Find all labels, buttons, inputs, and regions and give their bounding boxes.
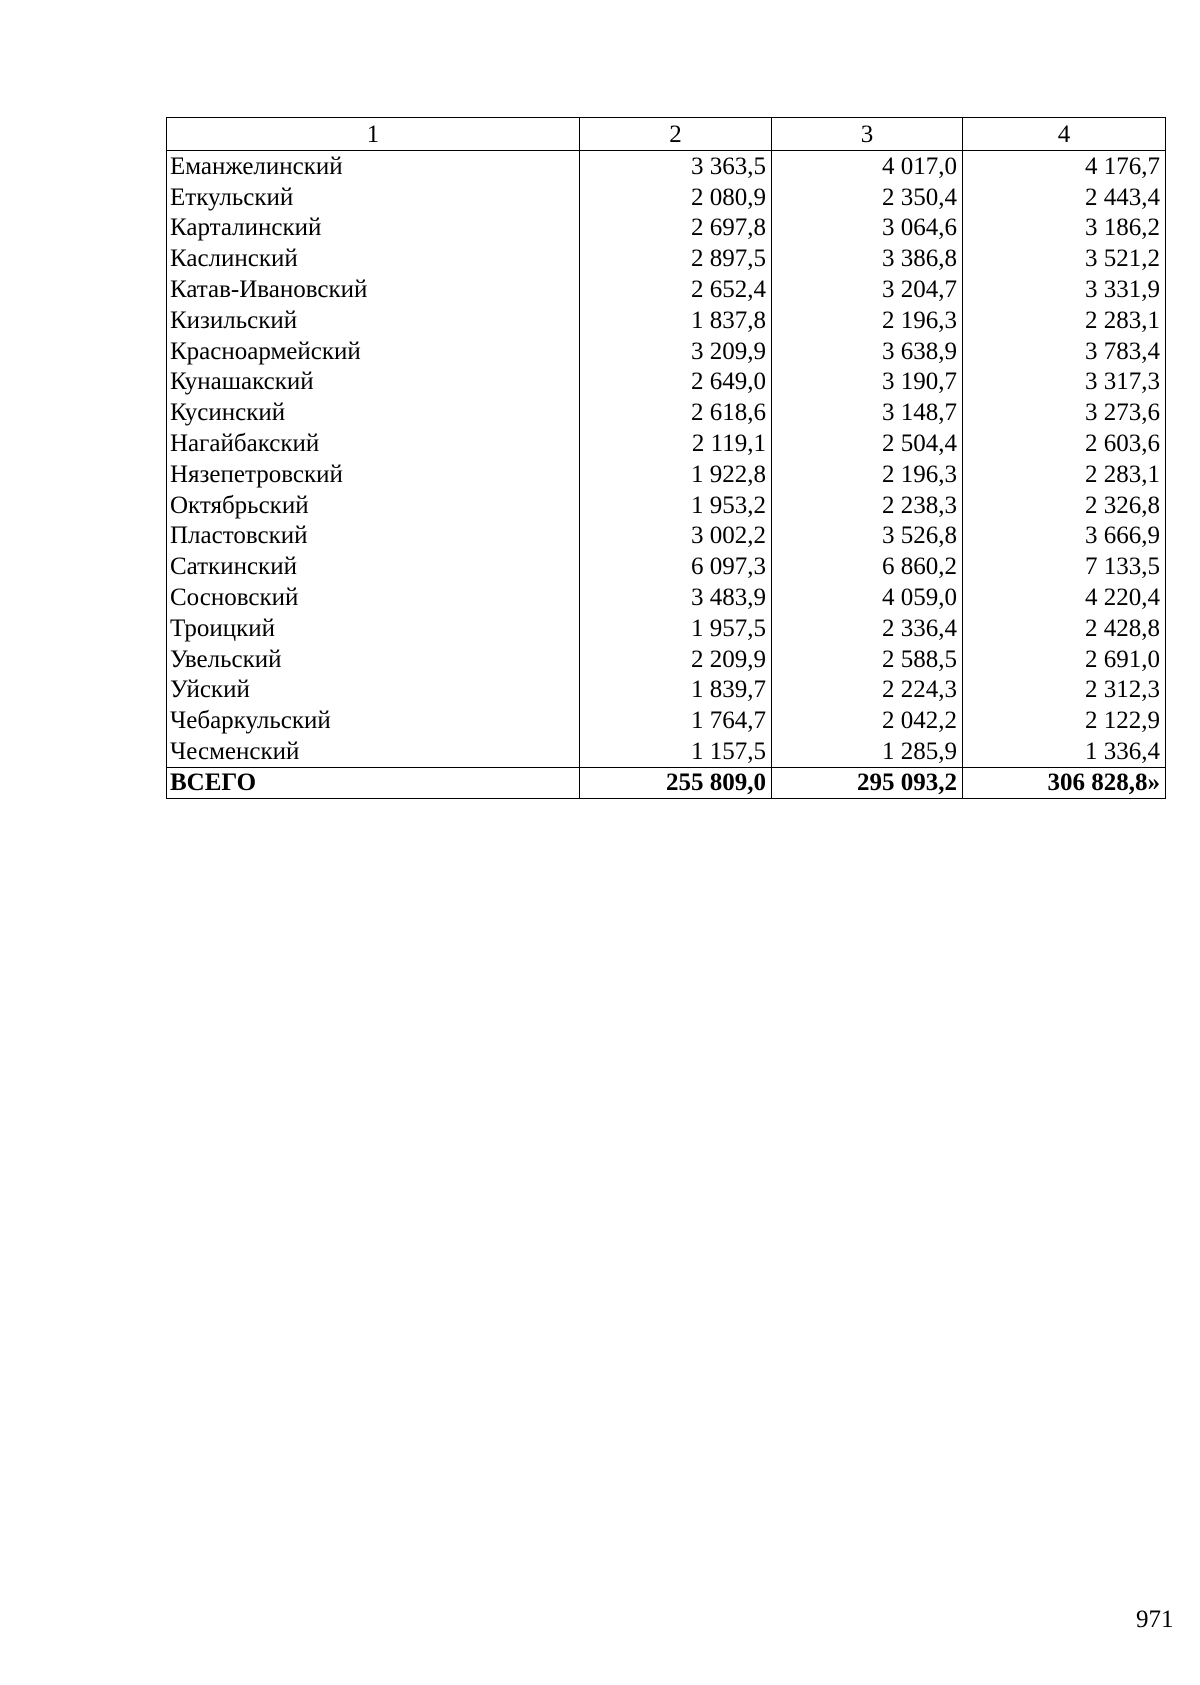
value-col4-cell: 2 326,8 — [963, 490, 1166, 521]
table-row — [167, 675, 1166, 706]
value-col2-cell: 3 002,2 — [580, 521, 772, 552]
value-col3-cell: 3 526,8 — [772, 521, 963, 552]
header-cell-2: 2 — [580, 118, 772, 151]
value-col2-cell: 1 157,5 — [580, 736, 772, 767]
district-name-cell: Сосновский — [167, 582, 580, 613]
header-cell-3: 3 — [772, 118, 963, 151]
table-row — [167, 490, 1166, 521]
value-col3-cell: 2 350,4 — [772, 182, 963, 213]
value-col2-cell: 1 764,7 — [580, 705, 772, 736]
header-row — [167, 118, 1166, 151]
value-col2-cell: 3 363,5 — [580, 151, 772, 182]
value-col3-cell: 2 588,5 — [772, 644, 963, 675]
value-col4-cell: 3 273,6 — [963, 397, 1166, 428]
value-col4-cell: 7 133,5 — [963, 551, 1166, 582]
value-col2-cell: 2 209,9 — [580, 644, 772, 675]
table-footer — [167, 767, 1166, 798]
value-col4-cell: 3 331,9 — [963, 274, 1166, 305]
header-cell-1: 1 — [167, 118, 580, 151]
district-name-cell: Карталинский — [167, 213, 580, 244]
value-col2-cell: 1 922,8 — [580, 459, 772, 490]
value-col4-cell: 2 283,1 — [963, 459, 1166, 490]
value-col4-cell: 2 603,6 — [963, 428, 1166, 459]
table-row — [167, 736, 1166, 767]
value-col3-cell: 2 196,3 — [772, 305, 963, 336]
value-col3-cell: 3 148,7 — [772, 397, 963, 428]
district-name-cell: Троицкий — [167, 613, 580, 644]
budget-table — [166, 117, 1166, 799]
value-col2-cell: 2 897,5 — [580, 243, 772, 274]
table-row — [167, 551, 1166, 582]
district-name-cell: Уйский — [167, 675, 580, 706]
table-row — [167, 336, 1166, 367]
value-col3-cell: 6 860,2 — [772, 551, 963, 582]
district-name-cell: Увельский — [167, 644, 580, 675]
table-row — [167, 367, 1166, 398]
value-col2-cell: 2 649,0 — [580, 367, 772, 398]
table-row — [167, 305, 1166, 336]
district-name-cell: Кунашакский — [167, 367, 580, 398]
district-name-cell: Еткульский — [167, 182, 580, 213]
value-col3-cell: 1 285,9 — [772, 736, 963, 767]
table-row — [167, 582, 1166, 613]
table-row — [167, 243, 1166, 274]
value-col4-cell: 4 176,7 — [963, 151, 1166, 182]
value-col4-cell: 2 312,3 — [963, 675, 1166, 706]
value-col2-cell: 2 697,8 — [580, 213, 772, 244]
value-col4-cell: 4 220,4 — [963, 582, 1166, 613]
value-col4-cell: 3 317,3 — [963, 367, 1166, 398]
value-col3-cell: 4 059,0 — [772, 582, 963, 613]
district-name-cell: Красноармейский — [167, 336, 580, 367]
value-col4-cell: 2 122,9 — [963, 705, 1166, 736]
value-col3-cell: 3 386,8 — [772, 243, 963, 274]
district-name-cell: Саткинский — [167, 551, 580, 582]
value-col3-cell: 2 504,4 — [772, 428, 963, 459]
value-col2-cell: 3 209,9 — [580, 336, 772, 367]
value-col4-cell: 3 783,4 — [963, 336, 1166, 367]
table-row — [167, 644, 1166, 675]
table-row — [167, 705, 1166, 736]
value-col4-cell: 1 336,4 — [963, 736, 1166, 767]
value-col3-cell: 3 190,7 — [772, 367, 963, 398]
header-cell-4: 4 — [963, 118, 1166, 151]
value-col4-cell: 3 666,9 — [963, 521, 1166, 552]
value-col3-cell: 2 224,3 — [772, 675, 963, 706]
table-row — [167, 521, 1166, 552]
value-col2-cell: 2 618,6 — [580, 397, 772, 428]
value-col3-cell: 4 017,0 — [772, 151, 963, 182]
table-body — [167, 151, 1166, 768]
value-col4-cell: 3 186,2 — [963, 213, 1166, 244]
value-col3-cell: 2 196,3 — [772, 459, 963, 490]
value-col3-cell: 3 204,7 — [772, 274, 963, 305]
table-row — [167, 428, 1166, 459]
value-col3-cell: 3 064,6 — [772, 213, 963, 244]
district-name-cell: Пластовский — [167, 521, 580, 552]
value-col3-cell: 2 042,2 — [772, 705, 963, 736]
value-col2-cell: 1 957,5 — [580, 613, 772, 644]
value-col4-cell: 2 691,0 — [963, 644, 1166, 675]
value-col2-cell: 2 080,9 — [580, 182, 772, 213]
value-col4-cell: 2 428,8 — [963, 613, 1166, 644]
district-name-cell: Кизильский — [167, 305, 580, 336]
table-row — [167, 397, 1166, 428]
total-value-col2: 255 809,0 — [580, 767, 772, 798]
total-row — [167, 767, 1166, 798]
value-col4-cell: 2 443,4 — [963, 182, 1166, 213]
total-value-col3: 295 093,2 — [772, 767, 963, 798]
table-row — [167, 274, 1166, 305]
value-col2-cell: 1 837,8 — [580, 305, 772, 336]
total-label: ВСЕГО — [167, 767, 580, 798]
value-col2-cell: 1 839,7 — [580, 675, 772, 706]
district-name-cell: Нагайбакский — [167, 428, 580, 459]
table-header — [167, 118, 1166, 151]
value-col2-cell: 2 652,4 — [580, 274, 772, 305]
table-row — [167, 213, 1166, 244]
table-row — [167, 613, 1166, 644]
value-col2-cell: 6 097,3 — [580, 551, 772, 582]
page-number: 971 — [1136, 1606, 1174, 1633]
district-name-cell: Катав-Ивановский — [167, 274, 580, 305]
table-row — [167, 459, 1166, 490]
district-name-cell: Октябрьский — [167, 490, 580, 521]
table-row — [167, 151, 1166, 182]
district-name-cell: Еманжелинский — [167, 151, 580, 182]
district-name-cell: Нязепетровский — [167, 459, 580, 490]
district-name-cell: Чебаркульский — [167, 705, 580, 736]
total-value-col4: 306 828,8» — [963, 767, 1166, 798]
district-name-cell: Кусинский — [167, 397, 580, 428]
value-col2-cell: 3 483,9 — [580, 582, 772, 613]
value-col4-cell: 2 283,1 — [963, 305, 1166, 336]
value-col3-cell: 2 336,4 — [772, 613, 963, 644]
value-col3-cell: 3 638,9 — [772, 336, 963, 367]
value-col4-cell: 3 521,2 — [963, 243, 1166, 274]
value-col2-cell: 1 953,2 — [580, 490, 772, 521]
value-col3-cell: 2 238,3 — [772, 490, 963, 521]
district-name-cell: Чесменский — [167, 736, 580, 767]
district-name-cell: Каслинский — [167, 243, 580, 274]
table-row — [167, 182, 1166, 213]
value-col2-cell: 2 119,1 — [580, 428, 772, 459]
